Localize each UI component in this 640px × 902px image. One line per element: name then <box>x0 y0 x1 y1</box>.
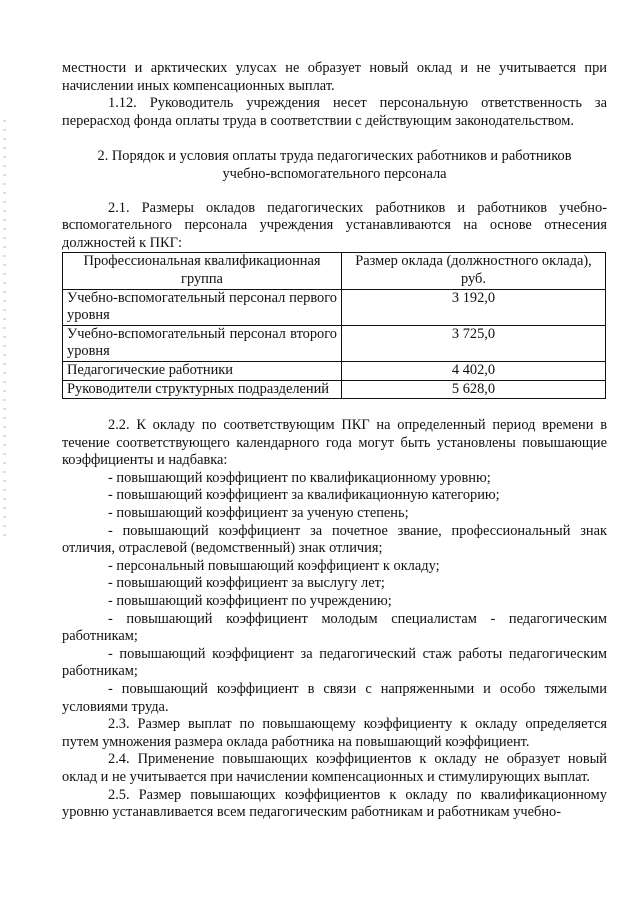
table-header-row <box>63 253 606 289</box>
paragraph-2-5: 2.5. Размер повышающих коэффициентов к окладу по квалификационному уровню устанавливается всем педагогическим работникам и работникам учебно- <box>62 786 607 821</box>
row-salary: 5 628,0 <box>342 380 606 399</box>
section-2-heading-line-2: учебно-вспомогательного персонала <box>222 165 447 182</box>
row-salary: 3 725,0 <box>342 325 606 361</box>
row-group: Учебно-вспомогательный персонал второго уровня <box>63 325 342 361</box>
list-item: - повышающий коэффициент по квалификационному уровню; <box>108 469 491 486</box>
list-item: - повышающий коэффициент за выслугу лет; <box>108 575 385 592</box>
list-item: - персональный повышающий коэффициент к окладу; <box>108 557 440 574</box>
list-item: - повышающий коэффициент за ученую степень; <box>108 505 409 522</box>
row-group: Педагогические работники <box>63 361 342 380</box>
list-item: - повышающий коэффициент в связи с напряженными и особо тяжелыми условиями труда. <box>62 681 607 715</box>
list-item: - повышающий коэффициент по учреждению; <box>108 593 392 610</box>
margin-scan-artifact <box>3 120 6 540</box>
section-2-heading <box>62 148 607 183</box>
header-salary: Размер оклада (должностного оклада), руб. <box>342 253 606 289</box>
row-group: Руководители структурных подразделений <box>63 380 342 399</box>
list-item: - повышающий коэффициент за почетное звание, профессиональный знак отличия, отраслевой (ведомственный) знак отличия; <box>62 522 607 557</box>
row-group: Учебно-вспомогательный персонал первого уровня <box>63 289 342 325</box>
paragraph-2-1: 2.1. Размеры окладов педагогических работников и работников учебно-вспомогательного персонала учреждения устанавливаются на основе отнесения должностей к ПКГ: <box>62 199 607 251</box>
table-row <box>63 325 606 361</box>
list-item: - повышающий коэффициент за педагогический стаж работы педагогическим работникам; <box>62 645 607 680</box>
list-item: - повышающий коэффициент за квалификационную категорию; <box>108 487 500 504</box>
paragraph-2-3: 2.3. Размер выплат по повышающему коэффициенту к окладу определяется путем умножения размера оклада работника на повышающий коэффициент. <box>62 716 607 750</box>
document-page <box>62 60 607 822</box>
header-group: Профессиональная квалификационная группа <box>63 253 342 289</box>
salary-table <box>62 252 606 399</box>
paragraph-2-2: 2.2. К окладу по соответствующим ПКГ на определенный период времени в течение соответствующего календарного года могут быть установлены повышающие коэффициенты и надбавка: <box>62 417 607 469</box>
row-salary: 4 402,0 <box>342 361 606 380</box>
table-row <box>63 361 606 380</box>
table-row <box>63 289 606 325</box>
paragraph-continuation: местности и арктических улусах не образует новый оклад и не учитывается при начислении иных компенсационных выплат. <box>62 60 607 94</box>
paragraph-2-4: 2.4. Применение повышающих коэффициентов к окладу не образует новый оклад и не учитывается при начислении компенсационных и стимулирующих выплат. <box>62 751 607 785</box>
list-item: - повышающий коэффициент молодым специалистам - педагогическим работникам; <box>62 610 607 645</box>
section-2-heading-line-1: 2. Порядок и условия оплаты труда педагогических работников и работников <box>97 148 572 165</box>
table-row <box>63 380 606 399</box>
row-salary: 3 192,0 <box>342 289 606 325</box>
coefficient-list <box>62 470 607 716</box>
paragraph-1-12: 1.12. Руководитель учреждения несет персональную ответственность за перерасход фонда оплаты труда в соответствии с действующим законодательством. <box>62 95 607 129</box>
